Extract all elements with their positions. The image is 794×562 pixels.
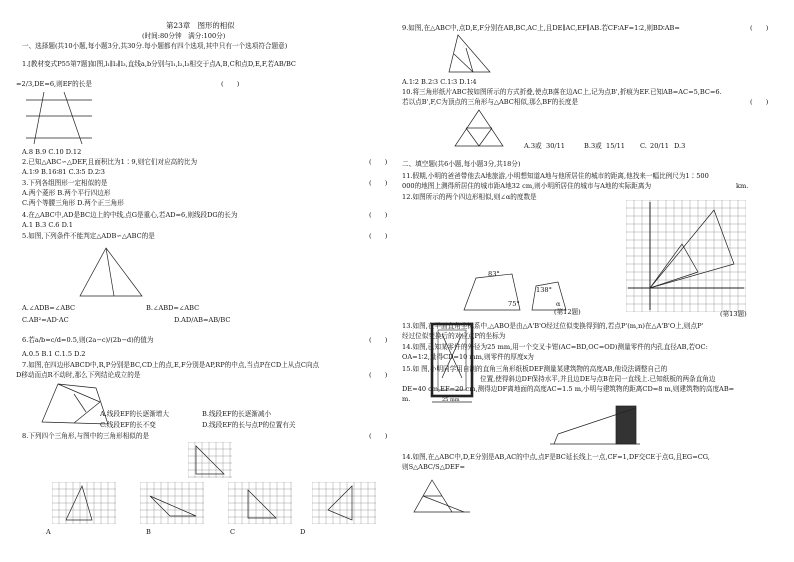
q10-option-d: D.3: [674, 142, 686, 150]
q8-bracket: ( ): [369, 432, 388, 440]
q12-angle-3: 138°: [536, 286, 552, 294]
q2-options: A.1∶9 B.16∶81 C.3∶5 D.2∶3: [22, 168, 105, 176]
page-title: 第23章 图形的相似: [166, 21, 235, 30]
q8-label-a: A: [46, 528, 51, 536]
q3-option-line2: C.两个等腰三角形 D.两个正三角形: [22, 199, 124, 207]
q1-options: A.8 B.9 C.10 D.12: [22, 148, 82, 156]
q14b-line2: 则S△ABC/S△DEF=: [402, 463, 465, 471]
q5-figure: [76, 244, 146, 300]
q12-caption: (第12题): [554, 308, 581, 316]
q7-bracket: ( ): [369, 371, 388, 379]
q6-bracket: ( ): [369, 336, 388, 344]
q10-option-b: B.3或: [584, 142, 602, 150]
q8-label-d: D: [300, 528, 306, 536]
left-column: [16, 0, 401, 562]
q11-line2: 000的地图上测得所居住的城市距A地32 cm,则小明所居住的城市与A地的实际距离为: [402, 182, 652, 190]
q14-dimension: 25 mm: [442, 397, 460, 403]
q13-caption: (第13题): [720, 310, 747, 318]
q4-text: 4.在△ABC中,AD是BC边上的中线,点G是重心,若AD=6,则线段DG的长为: [22, 211, 238, 219]
q12-text: 12.如图所示的两个四边形相似,则∠α的度数是: [402, 193, 537, 201]
q14b-figure: [410, 478, 474, 520]
q10-option-c-fraction: 20/11: [650, 142, 670, 150]
q4-options: A.1 B.3 C.6 D.1: [22, 221, 73, 229]
section-fill-heading: 二、填空题(共6小题,每小题3分,共18分): [402, 160, 521, 168]
q5-option-c: C.AB²=AD·AC: [22, 316, 69, 324]
q7-line2: D移动而点R不动时,那么下列结论成立的是: [16, 371, 141, 379]
q8-label-c: C: [230, 528, 236, 536]
q7-option-d: D.线段EF的长与点P的位置有关: [202, 421, 296, 429]
q1-line1: 1.[教材变式P55第7题]如图,l₁∥l₂∥l₃,直线a,b分别与l₁,l₂,l₃相交于点A,B,C和点D,E,F,若AB/BC: [22, 60, 296, 68]
q15-line1: 15.如 图,小明同学用自制的直角三角形纸板DEF测量某建筑物的高度AB,他设法调整自己的: [402, 365, 668, 373]
q13-line1: 13.如图,在平面直角坐标系中,△ABO是由△A'B'O经过位似变换得到的,若点P'(m,n)在△A'B'O上,则点P': [402, 322, 704, 330]
q7-line1: 7.如图,在四边形ABCD中,R,P分别是BC,CD上的点,E,F分别是AP,RP的中点,当点P在CD上从点C向点: [22, 361, 320, 369]
q8-option-b-figure: [140, 482, 204, 524]
q7-figure: [38, 380, 112, 426]
q10-figure: [452, 108, 506, 150]
q9-figure: [446, 32, 494, 76]
q9-bracket: ( ): [750, 24, 769, 32]
q13-figure: [626, 200, 746, 312]
q2-bracket: ( ): [369, 158, 388, 166]
q10-line1: 10.将三角形纸片ABC按如图所示的方式折叠,使点B落在边AC上,记为点B',折痕为EF.已知AB=AC=5,BC=6.: [402, 88, 722, 96]
q8-option-a-figure: [52, 482, 116, 524]
q5-bracket: ( ): [369, 232, 388, 240]
q10-bracket: ( ): [750, 98, 769, 106]
q3-text: 3.下列各组图形一定相似的是: [22, 179, 108, 187]
q7-option-c: C.线段EF的长不变: [100, 421, 156, 429]
right-column: [400, 0, 785, 562]
page-subtitle: (时间:80分钟 满分:100分): [142, 32, 226, 40]
q1-figure: [24, 90, 94, 146]
q14a-line2: OA=1∶2,量得CD=10 mm,则零件的厚度x为: [402, 353, 534, 361]
q8-reference-figure: [188, 442, 232, 478]
q3-option-line1: A.两个菱形 B.两个平行四边形: [22, 189, 111, 197]
q15-line4: m.: [402, 395, 411, 403]
q2-text: 2.已知△ABC∽△DEF,且面积比为1∶9,则它们对应高的比为: [22, 158, 198, 166]
q10-option-a: A.3或: [524, 142, 542, 150]
q15-line2: 位置,使得斜边DF保持水平,并且边DE与点B在同一直线上.已知纸板的两条直角边: [480, 375, 716, 383]
q8-text: 8.下列四个三角形,与图中的三角形相似的是: [22, 432, 150, 440]
q10-option-a-fraction: 30/11: [546, 142, 566, 150]
q5-text: 5.如图,下列条件不能判定△ADB∽△ABC的是: [22, 232, 155, 240]
q12-angle-alpha: α: [556, 300, 561, 308]
q6-text: 6.若a/b=c/d=0.5,则(2a−c)/(2b−d)的值为: [22, 336, 154, 344]
q4-bracket: ( ): [369, 211, 388, 219]
q5-option-d: D.AD/AB=AB/BC: [174, 316, 231, 324]
q14b-line1: 14.如图,在△ABC中,D,E分别是AB,AC的中点,点F是BC延长线上一点,CF=1,DF交CE于点G,且EG=CG,: [402, 453, 710, 461]
q8-option-c-figure: [228, 482, 292, 524]
q8-option-d-figure: [312, 482, 376, 524]
q10-option-c: C.: [640, 142, 647, 150]
q7-option-a: A.线段EF的长逐渐增大: [100, 410, 169, 418]
q10-option-b-fraction: 15/11: [606, 142, 626, 150]
q8-label-b: B: [146, 528, 151, 536]
q6-options: A.0.5 B.1 C.1.5 D.2: [22, 350, 86, 358]
q14a-line1: 14.如图,已知某零件的外径为25 mm,用一个交叉卡钳(AC=BD,OC=OD)测量零件的内孔直径AB,若OC:: [402, 343, 708, 351]
q1-line2: =2/3,DE=6,则EF的长是: [16, 80, 92, 88]
q13-line2: 经过位似变换后的对应点P的坐标为: [402, 332, 506, 340]
q12-angle-2: 83°: [488, 270, 500, 278]
q7-option-b: B.线段EF的长逐渐减小: [202, 410, 272, 418]
q3-bracket: ( ): [369, 179, 388, 187]
q11-line1: 11.假期,小明的爸爸带他去A地旅游,小明想知道A地与他所居住的城市的距离,他找来一幅比例尺为1∶500: [402, 172, 709, 180]
q9-options: A.1∶2 B.2∶3 C.1∶3 D.1∶4: [402, 78, 477, 86]
q5-option-b: B.∠ABD=∠ABC: [146, 304, 200, 312]
q9-text: 9.如图,在△ABC中,点D,E,F分别在AB,BC,AC上,且DE∥AC,EF∥AB.若CF∶AF=1∶2,则BD∶AB=: [402, 24, 680, 32]
q12-angle-1: 75°: [508, 300, 520, 308]
q5-option-a: A.∠ADB=∠ABC: [22, 304, 76, 312]
q15-line3: DE=40 cm,EF=20 cm,测得边DF离地面的高度AC=1.5 m,小明与建筑物的距离CD=8 m,则建筑物的高度AB=: [402, 385, 735, 393]
q15-building-figure: [550, 402, 640, 448]
q1-bracket: ( ): [221, 80, 240, 88]
section-choice-heading: 一、选择题(共10小题,每小题3分,共30分.每小题都有四个选项,其中只有一个选项符合题意): [22, 42, 288, 50]
q11-unit: km.: [736, 182, 749, 190]
q10-line2: 若以点B',F,C为顶点的三角形与△ABC相似,那么BF的长度是: [402, 98, 579, 106]
